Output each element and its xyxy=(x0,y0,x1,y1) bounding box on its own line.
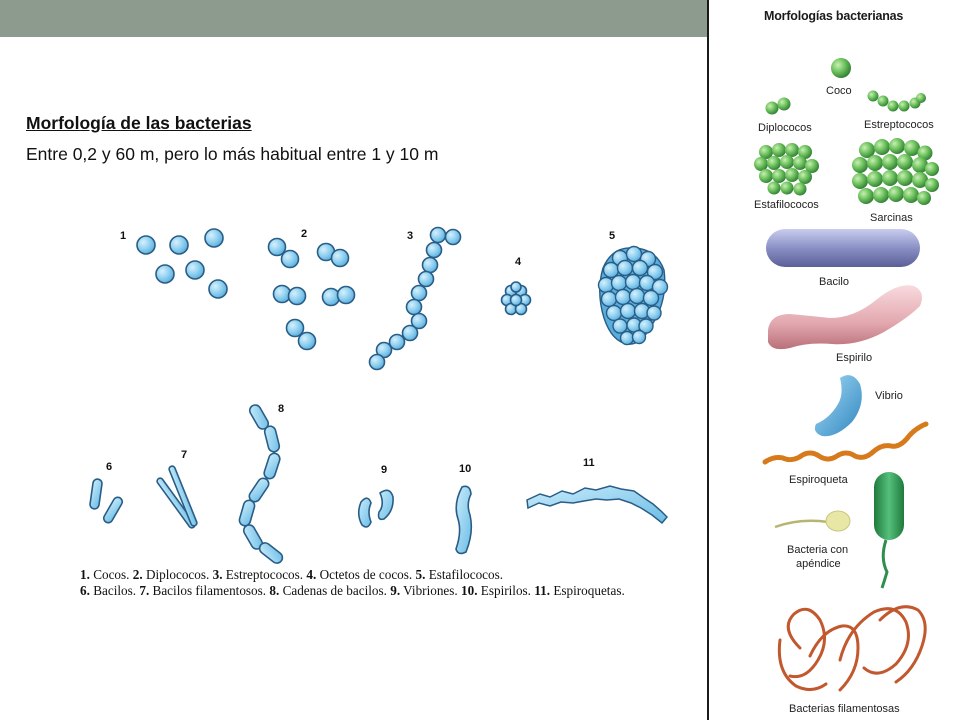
figure-number-4: 4 xyxy=(515,256,522,268)
estafilococos-illustration xyxy=(754,143,819,196)
sarcinas-illustration xyxy=(852,138,939,205)
label-espiroqueta: Espiroqueta xyxy=(789,474,848,486)
right-panel-title: Morfologías bacterianas xyxy=(764,9,904,23)
espirilo-illustration xyxy=(768,285,922,349)
estafilococos-drawing xyxy=(599,247,668,345)
coco-illustration xyxy=(831,58,851,78)
green-flagellated-bacterium-illustration xyxy=(874,472,904,588)
label-bacterias-filamentosas: Bacterias filamentosas xyxy=(789,703,900,715)
bacilos-filamentosos-drawing xyxy=(156,465,198,529)
figure-caption-line-1: 1. Cocos. 2. Diplococos. 3. Estreptococos. 4. Octetos de cocos. 5. Estafilococos. xyxy=(80,567,504,582)
octetos-drawing xyxy=(502,282,531,315)
label-espirilo: Espirilo xyxy=(836,352,873,364)
right-panel-illustrations xyxy=(709,0,960,720)
figure-number-5: 5 xyxy=(609,230,616,242)
figure-number-2: 2 xyxy=(301,228,308,240)
figure-caption-line-2: 6. Bacilos. 7. Bacilos filamentosos. 8. Cadenas de bacilos. 9. Vibriones. 10. Espirilos. 11. Espiroquetas. xyxy=(80,583,625,598)
figure-number-10: 10 xyxy=(459,463,472,475)
figure-number-9: 9 xyxy=(381,464,388,476)
label-sarcinas: Sarcinas xyxy=(870,212,913,224)
bacilos-drawing xyxy=(89,479,123,525)
size-range-text: Entre 0,2 y 60 m, pero lo más habitual entre 1 y 10 m xyxy=(26,144,439,164)
bacterias-filamentosas-illustration xyxy=(779,607,925,690)
label-diplococos: Diplococos xyxy=(758,122,812,134)
espiroquetas-drawing xyxy=(527,486,667,523)
diplococos-drawing xyxy=(269,239,355,350)
label-estreptococos: Estreptococos xyxy=(864,119,934,131)
vibrio-illustration xyxy=(815,375,862,436)
estreptococos-drawing xyxy=(370,228,461,370)
cocos-drawing xyxy=(137,229,227,298)
estreptococos-illustration xyxy=(868,91,927,112)
figure-number-6: 6 xyxy=(106,461,113,473)
figure-number-1: 1 xyxy=(120,230,127,242)
diplococos-illustration xyxy=(766,98,791,115)
figure-number-11: 11 xyxy=(583,457,595,469)
figure-number-8: 8 xyxy=(278,403,285,415)
vibriones-drawing xyxy=(359,490,393,527)
label-bacilo: Bacilo xyxy=(819,276,849,288)
bacilo-illustration xyxy=(766,229,920,267)
slide-heading: Morfología de las bacterias xyxy=(26,113,252,133)
espiroqueta-illustration xyxy=(765,424,926,462)
espirilos-drawing xyxy=(456,486,471,553)
cadenas-de-bacilos-drawing xyxy=(238,403,285,565)
bacteria-apendice-illustration xyxy=(775,511,850,531)
figure-number-3: 3 xyxy=(407,230,414,242)
label-bacteria-apendice-1: Bacteria con xyxy=(787,544,849,556)
figure-number-7: 7 xyxy=(181,449,188,461)
label-vibrio: Vibrio xyxy=(875,390,903,402)
label-bacteria-apendice-2: apéndice xyxy=(796,558,841,570)
label-coco: Coco xyxy=(826,85,852,97)
label-estafilococos: Estafilococos xyxy=(754,199,819,211)
